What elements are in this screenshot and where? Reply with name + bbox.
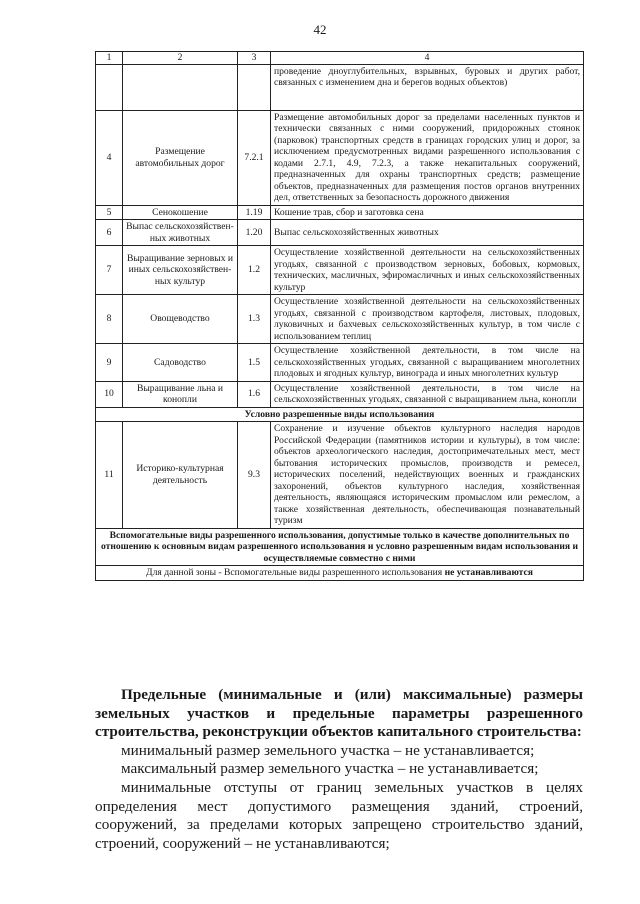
row-code: 9.3 — [238, 422, 271, 529]
section-heading: Предельные (минимальные и (или) максимальные) размеры земельных участков и предельные параметры разрешенного строительства, реконструкции объектов капитального строительства: — [95, 686, 583, 741]
table-header-row — [96, 52, 584, 65]
row-description: Размещение автомобильных дорог за пределами населенных пунктов и технически связанных с ними сооружений, придорожных стоянок (парковок) транспортных средств в границах городских улиц и дорог, за исключением предусмотренных видами разрешенного использования с кодами 2.7.1, 4.9, 7.2.3, а также некапитальных сооружений, предназначенных для охраны транспортных средств; размещение объектов, предназначенных для размещения постов органов внутренних дел, ответственных за безопасность дорожного движения — [271, 110, 584, 205]
row-use-name: Садоводство — [123, 344, 238, 382]
continuation-text: проведение дноуглубительных, взрывных, буровых и других работ, связанных с изменением дна и берегов водных объектов) — [271, 64, 584, 110]
row-code: 1.3 — [238, 295, 271, 344]
row-code: 1.2 — [238, 246, 271, 295]
section-heading-row — [96, 407, 584, 422]
conditional-uses-heading: Условно разрешенные виды использования — [96, 407, 584, 422]
table-row — [96, 295, 584, 344]
table-row — [96, 205, 584, 220]
table-row — [96, 220, 584, 246]
header-col-3: 3 — [238, 52, 271, 65]
table-row — [96, 422, 584, 529]
land-use-table — [95, 51, 584, 581]
row-use-name: Выпас сельскохозяйствен-ных животных — [123, 220, 238, 246]
row-number: 4 — [96, 110, 123, 205]
row-number: 6 — [96, 220, 123, 246]
row-use-name: Выращивание льна и конопли — [123, 381, 238, 407]
row-code: 1.6 — [238, 381, 271, 407]
table-row — [96, 381, 584, 407]
row-description: Кошение трав, сбор и заготовка сена — [271, 205, 584, 220]
row-code: 1.20 — [238, 220, 271, 246]
table-row — [96, 246, 584, 295]
row-number: 5 — [96, 205, 123, 220]
row-description: Выпас сельскохозяйственных животных — [271, 220, 584, 246]
row-number: 7 — [96, 246, 123, 295]
table-row — [96, 110, 584, 205]
note-emphasis: не устанавливаются — [444, 567, 533, 578]
row-description: Осуществление хозяйственной деятельности, в том числе на сельскохозяйственных угодьях, связанной с выращиванием многолетних плодовых и ягодных культур, винограда и иных многолетних культур — [271, 344, 584, 382]
note-prefix: Для данной зоны - Вспомогательные виды разрешенного использования — [146, 567, 445, 578]
row-use-name: Размещение автомобильных дорог — [123, 110, 238, 205]
row-number: 8 — [96, 295, 123, 344]
table-row-continuation — [96, 64, 584, 110]
auxiliary-uses-heading: Вспомогательные виды разрешенного использования, допустимые только в качестве дополнительных по отношению к основным видам разрешенного использования и условно разрешенным видам использования и осуществляемые совместно с ними — [96, 528, 584, 566]
row-code: 1.5 — [238, 344, 271, 382]
header-col-1: 1 — [96, 52, 123, 65]
row-description: Осуществление хозяйственной деятельности, в том числе на сельскохозяйственных угодьях, связанной с выращиванием льна, конопли — [271, 381, 584, 407]
row-use-name: Историко-культурная деятельность — [123, 422, 238, 529]
paragraph-min-size: минимальный размер земельного участка – не устанавливается; — [121, 741, 535, 759]
page-number: 42 — [313, 22, 327, 37]
row-description: Осуществление хозяйственной деятельности на сельскохозяйственных угодьях, связанной с производством зерновых, бобовых, кормовых, технических, масличных, эфиромасличных и иных сельскохозяйственных культур — [271, 246, 584, 295]
row-use-name: Сенокошение — [123, 205, 238, 220]
paragraph-max-size: максимальный размер земельного участка – не устанавливается; — [121, 760, 539, 778]
table-row — [96, 344, 584, 382]
auxiliary-note — [96, 566, 584, 581]
section-heading-row — [96, 528, 584, 566]
note-row — [96, 566, 584, 581]
row-use-name: Овощеводство — [123, 295, 238, 344]
row-number: 10 — [96, 381, 123, 407]
row-description: Сохранение и изучение объектов культурного наследия народов Российской Федерации (памятников истории и культуры), в том числе: объектов археологического наследия, достопримечательных мест, мест бытования исторических промыслов, производств и ремесел, исторических поселений, недействующих военных и гражданских захоронений, объектов культурного наследия, хозяйственная деятельность, являющаяся историческим промыслом или ремеслом, а также хозяйственная деятельность, обеспечивающая познавательный туризм — [271, 422, 584, 529]
row-code: 1.19 — [238, 205, 271, 220]
row-code: 7.2.1 — [238, 110, 271, 205]
header-col-2: 2 — [123, 52, 238, 65]
row-number: 11 — [96, 422, 123, 529]
row-number: 9 — [96, 344, 123, 382]
row-description: Осуществление хозяйственной деятельности на сельскохозяйственных угодьях, связанной с производством картофеля, листовых, плодовых, луковичных и бахчевых сельскохозяйственных культур, в том числе с использованием теплиц — [271, 295, 584, 344]
header-col-4: 4 — [271, 52, 584, 65]
body-text — [95, 686, 583, 853]
row-use-name: Выращивание зерновых и иных сельскохозяйствен-ных культур — [123, 246, 238, 295]
paragraph-setbacks: минимальные отступы от границ земельных участков в целях определения мест допустимого размещения зданий, строений, сооружений, за пределами которых запрещено строительство зданий, строений, сооружений – не устанавливаются; — [95, 778, 583, 852]
